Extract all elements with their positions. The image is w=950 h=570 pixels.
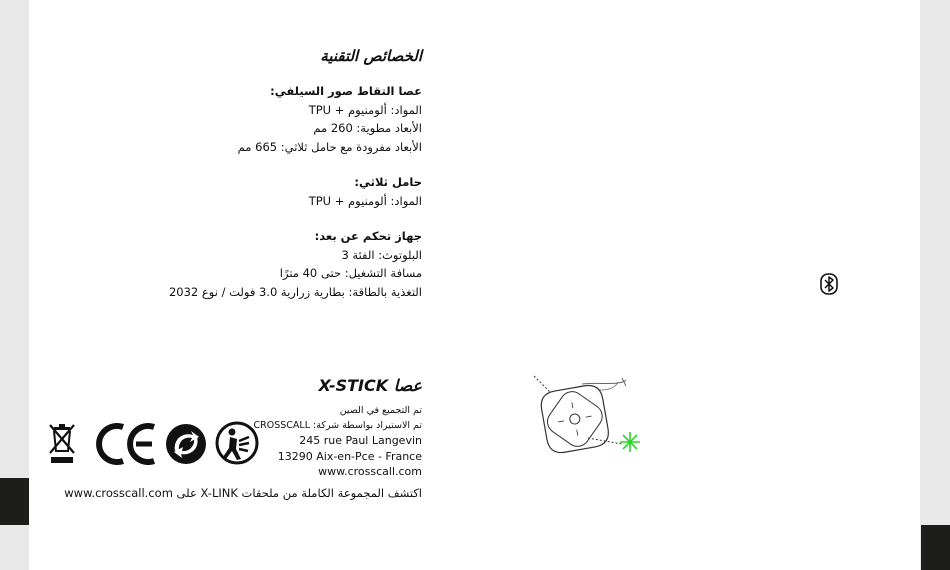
spec-line: المواد: ألومنيوم + TPU [308,193,422,208]
spec-heading: عصا التقاط صور السيلفي: [270,84,422,98]
spec-line: الأبعاد مطوية: 260 مم [313,121,422,135]
spec-line: التغذية بالطاقة: بطارية زرارية 3.0 فولت / نوع 2032 [168,284,422,299]
spec-group-selfie-stick [102,82,422,156]
info-line: 245 rue Paul Langevin [299,434,422,447]
info-line: 13290 Aix-en-Pce - France [277,449,422,463]
website-line: اكتشف المجموعة الكاملة من ملحقات X-LINK على www.crosscall.com [64,486,422,500]
spec-group-remote [102,227,422,301]
recycle-arrows-icon [165,423,207,465]
info-line: تم الاستيراد بواسطة شركة: CROSSCALL [253,420,422,431]
ce-mark-icon [96,423,158,465]
triman-icon [215,421,259,465]
info-line: www.crosscall.com [318,465,422,478]
weee-bin-icon [48,423,76,465]
specs-section [102,47,422,318]
compliance-icons [48,421,258,467]
product-title: عصا X-STICK [318,376,422,395]
spec-line: مسافة التشغيل: حتى 40 مترًا [279,266,422,280]
spec-group-tripod [102,173,422,210]
page-tab-left [0,478,29,525]
specs-title: الخصائص التقنية [320,47,422,65]
info-line: تم التجميع في الصين [339,405,422,416]
spec-heading: جهاز تحكم عن بعد: [314,229,422,243]
spec-line: البلوتوث: الفئة 3 [341,247,422,262]
spec-line: الأبعاد مفرودة مع حامل ثلاثي: 665 مم [237,139,422,154]
spec-line: المواد: ألومنيوم + TPU [308,102,422,117]
remote-control-icon [530,372,650,464]
spec-heading: حامل ثلاثي: [354,175,422,189]
bluetooth-icon [820,273,838,295]
page-tab-right [921,525,950,570]
